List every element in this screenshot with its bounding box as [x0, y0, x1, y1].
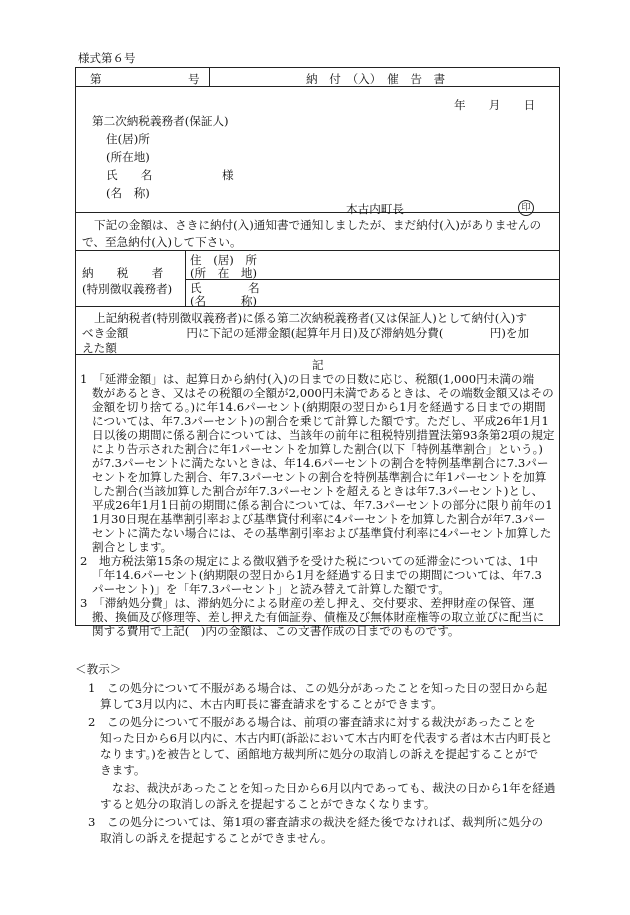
calc-line-3: えた額: [82, 341, 117, 355]
instruction-line: きます。: [100, 763, 146, 777]
note-line: 1月30日現在基準割引率および基準貸付利率に4パーセントを加算した割合が年7.3パー: [92, 512, 546, 526]
document-number-prefix: 第: [90, 72, 102, 86]
title-row: [76, 68, 559, 87]
note-line: 日以後の期間に係る割合については、当該年の前年に租税特別措置法第93条第2項の規定: [92, 428, 555, 442]
notice-form: [75, 67, 560, 638]
issuer-name: 木古内町長: [346, 202, 404, 216]
instruction-line: 3 この処分については、第1項の審査請求の裁決を経た後でなければ、裁判所に処分の: [88, 815, 544, 829]
payer-location-label: (所 在 地): [190, 266, 258, 280]
form-number: 様式第６号: [78, 51, 136, 65]
note-line: により告示された割合に年1パーセントを加算した割合(以下「特例基準割合」という。): [92, 442, 543, 456]
name-label: 氏 名 様: [106, 168, 234, 182]
document-title: 納 付 （入） 催 告 書: [306, 72, 446, 86]
seal-icon: 印: [518, 200, 534, 216]
note-line: 「年14.6パーセント(納期限の翌日から1月を経過する日までの期間については、年7.3: [92, 568, 542, 582]
document-number-suffix: 号: [188, 72, 200, 86]
instructions-heading: ＜教示＞: [75, 662, 122, 676]
calc-line-1: 上記納税者(特別徴収義務者)に係る第二次納税義務者(又は保証人)として納付(入)す: [94, 311, 527, 325]
payer-address-label: 住 (居) 所: [190, 253, 258, 267]
location-label: (所在地): [106, 150, 150, 164]
recipient-label: 第二次納税義務者(保証人): [92, 114, 229, 128]
instruction-line: 2 この処分について不服がある場合は、前項の審査請求に対する裁決があったことを: [88, 715, 536, 729]
payer-label-sub: (特別徴収義務者): [82, 282, 173, 296]
instruction-line: 知った日から6月以内に、木古内町(訴訟において木古内町を代表する者は木古内町長と: [100, 731, 553, 745]
calc-line-2: べき金額 円に下記の延滞金額(起算年月日)及び滞納処分費( 円)を加: [82, 326, 530, 340]
calculation-section: [76, 307, 559, 355]
note-line: 搬、換価及び修理等、差し押えた有価証券、債権及び無体財産権等の取立並びに配当に: [92, 610, 545, 624]
payer-section: [76, 251, 559, 307]
notes-section: [76, 355, 559, 638]
note-line: 2 地方税法第15条の規定による徴収猶予を受けた税についての延滞金については、1中: [80, 554, 539, 568]
instruction-line: 1 この処分について不服がある場合は、この処分があったことを知った日の翌日から起: [88, 681, 548, 695]
instruction-line: すると処分の取消しの訴えを提起することができなくなります。: [100, 797, 436, 811]
note-line: セントを加算した割合、年7.3パーセントの割合を特例基準割合に年1パーセントを加算: [92, 470, 547, 484]
notice-section: [76, 213, 559, 251]
instruction-line: 取消しの訴えを提起することができません。: [100, 831, 333, 845]
instruction-line: なお、裁決があったことを知った日から6月以内であっても、裁決の日から1年を経過: [112, 781, 556, 795]
note-line: セントに満たない場合には、その基準割引率および基準貸付利率に4パーセント加算した: [92, 526, 552, 540]
note-line: 金額を切り捨てる。)に年14.6パーセント(納期限の翌日から1月を経過する日までの期間: [92, 400, 546, 414]
title-divider: [209, 68, 210, 86]
residence-label: 住(居)所: [106, 132, 150, 146]
note-line: 3 「滞納処分費」は、滞納処分による財産の差し押え、交付要求、差押財産の保管、運: [80, 596, 535, 610]
notes-heading: 記: [312, 358, 324, 372]
note-line: については、年7.3パーセント)の割合を乗じて計算した額です。ただし、平成26年1月1: [92, 414, 549, 428]
address-section: [76, 87, 559, 216]
note-line: パーセント)」を「年7.3パーセント」と読み替えて計算した額です。: [92, 582, 450, 596]
payer-label: 納 税 者: [82, 266, 164, 280]
note-line: 数があるとき、又はその税額の全額が2,000円未満であるときは、その端数金額又はその: [92, 386, 554, 400]
note-line: 1 「延滞金額」は、起算日から納付(入)の日までの日数に応じ、税額(1,000円未満の端: [80, 372, 535, 386]
note-line: 割合とします。: [92, 540, 173, 554]
issue-date: 年 月 日: [454, 98, 536, 112]
payer-name-alt-label: (名 称): [190, 294, 258, 308]
note-line: が7.3パーセントに満たないときは、年14.6パーセントの割合を特例基準割合に7.3パー: [92, 456, 549, 470]
notice-line-2: で、至急納付(入)して下さい。: [82, 235, 242, 249]
instruction-line: 算して3月以内に、木古内町長に審査請求をすることができます。: [100, 697, 443, 711]
name-alt-label: (名 称): [106, 186, 150, 200]
instruction-line: なります。)を被告として、函館地方裁判所に処分の取消しの訴えを提起することがで: [100, 747, 539, 761]
payer-name-label: 氏 名: [190, 281, 260, 295]
note-line: 平成26年1月1日前の期間に係る割合については、年7.3パーセントの部分に限り前年の1: [92, 498, 553, 512]
note-line: した割合(当該加算した割合が年7.3パーセントを超えるときは年7.3パーセント)とし、: [92, 484, 544, 498]
notice-line-1: 下記の金額は、さきに納付(入)通知書で通知しましたが、まだ納付(入)がありませんの: [94, 218, 542, 232]
note-line: 関する費用で上記( )内の金額は、この文書作成の日までのものです。: [92, 624, 460, 638]
